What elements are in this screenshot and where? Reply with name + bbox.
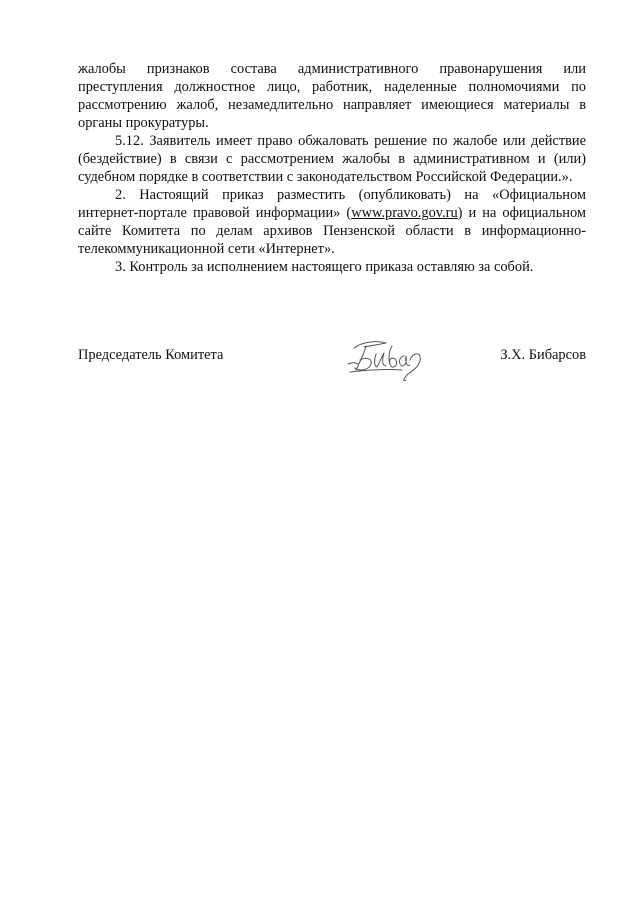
paragraph-control: 3. Контроль за исполнением настоящего приказа оставляю за собой. [115, 259, 534, 275]
paragraph-publication [78, 186, 586, 258]
signer-name: З.Х. Бибарсов [500, 347, 586, 363]
paragraph-complaint-materials: жалобы признаков состава административного правонарушения или преступления должностное лицо, работник, наделенные полномочиями по рассмотрению жалоб, незамедлительно направляет имеющиеся материалы в органы прокуратуры. [78, 61, 586, 131]
document-body [78, 60, 586, 276]
signer-title: Председатель Комитета [78, 347, 224, 363]
paragraph-5-12: 5.12. Заявитель имеет право обжаловать решение по жалобе или действие (бездействие) в связи с рассмотрением жалобы в административном и (или) судебном порядке в соответствии с законодательством Российской Федерации.». [78, 133, 586, 185]
publication-text-before: 2. Настоящий приказ разместить (опубликовать) на «Официальном интернет-портале правовой информации» ( [78, 187, 586, 221]
pravo-gov-link[interactable]: www.pravo.gov.ru [351, 205, 458, 221]
handwritten-signature [346, 334, 428, 384]
publication-text-after: ) и на официальном сайте Комитета по делам архивов Пензенской области в информационно-телекоммуникационной сети «Интернет». [78, 205, 586, 257]
signature-block [78, 346, 586, 396]
